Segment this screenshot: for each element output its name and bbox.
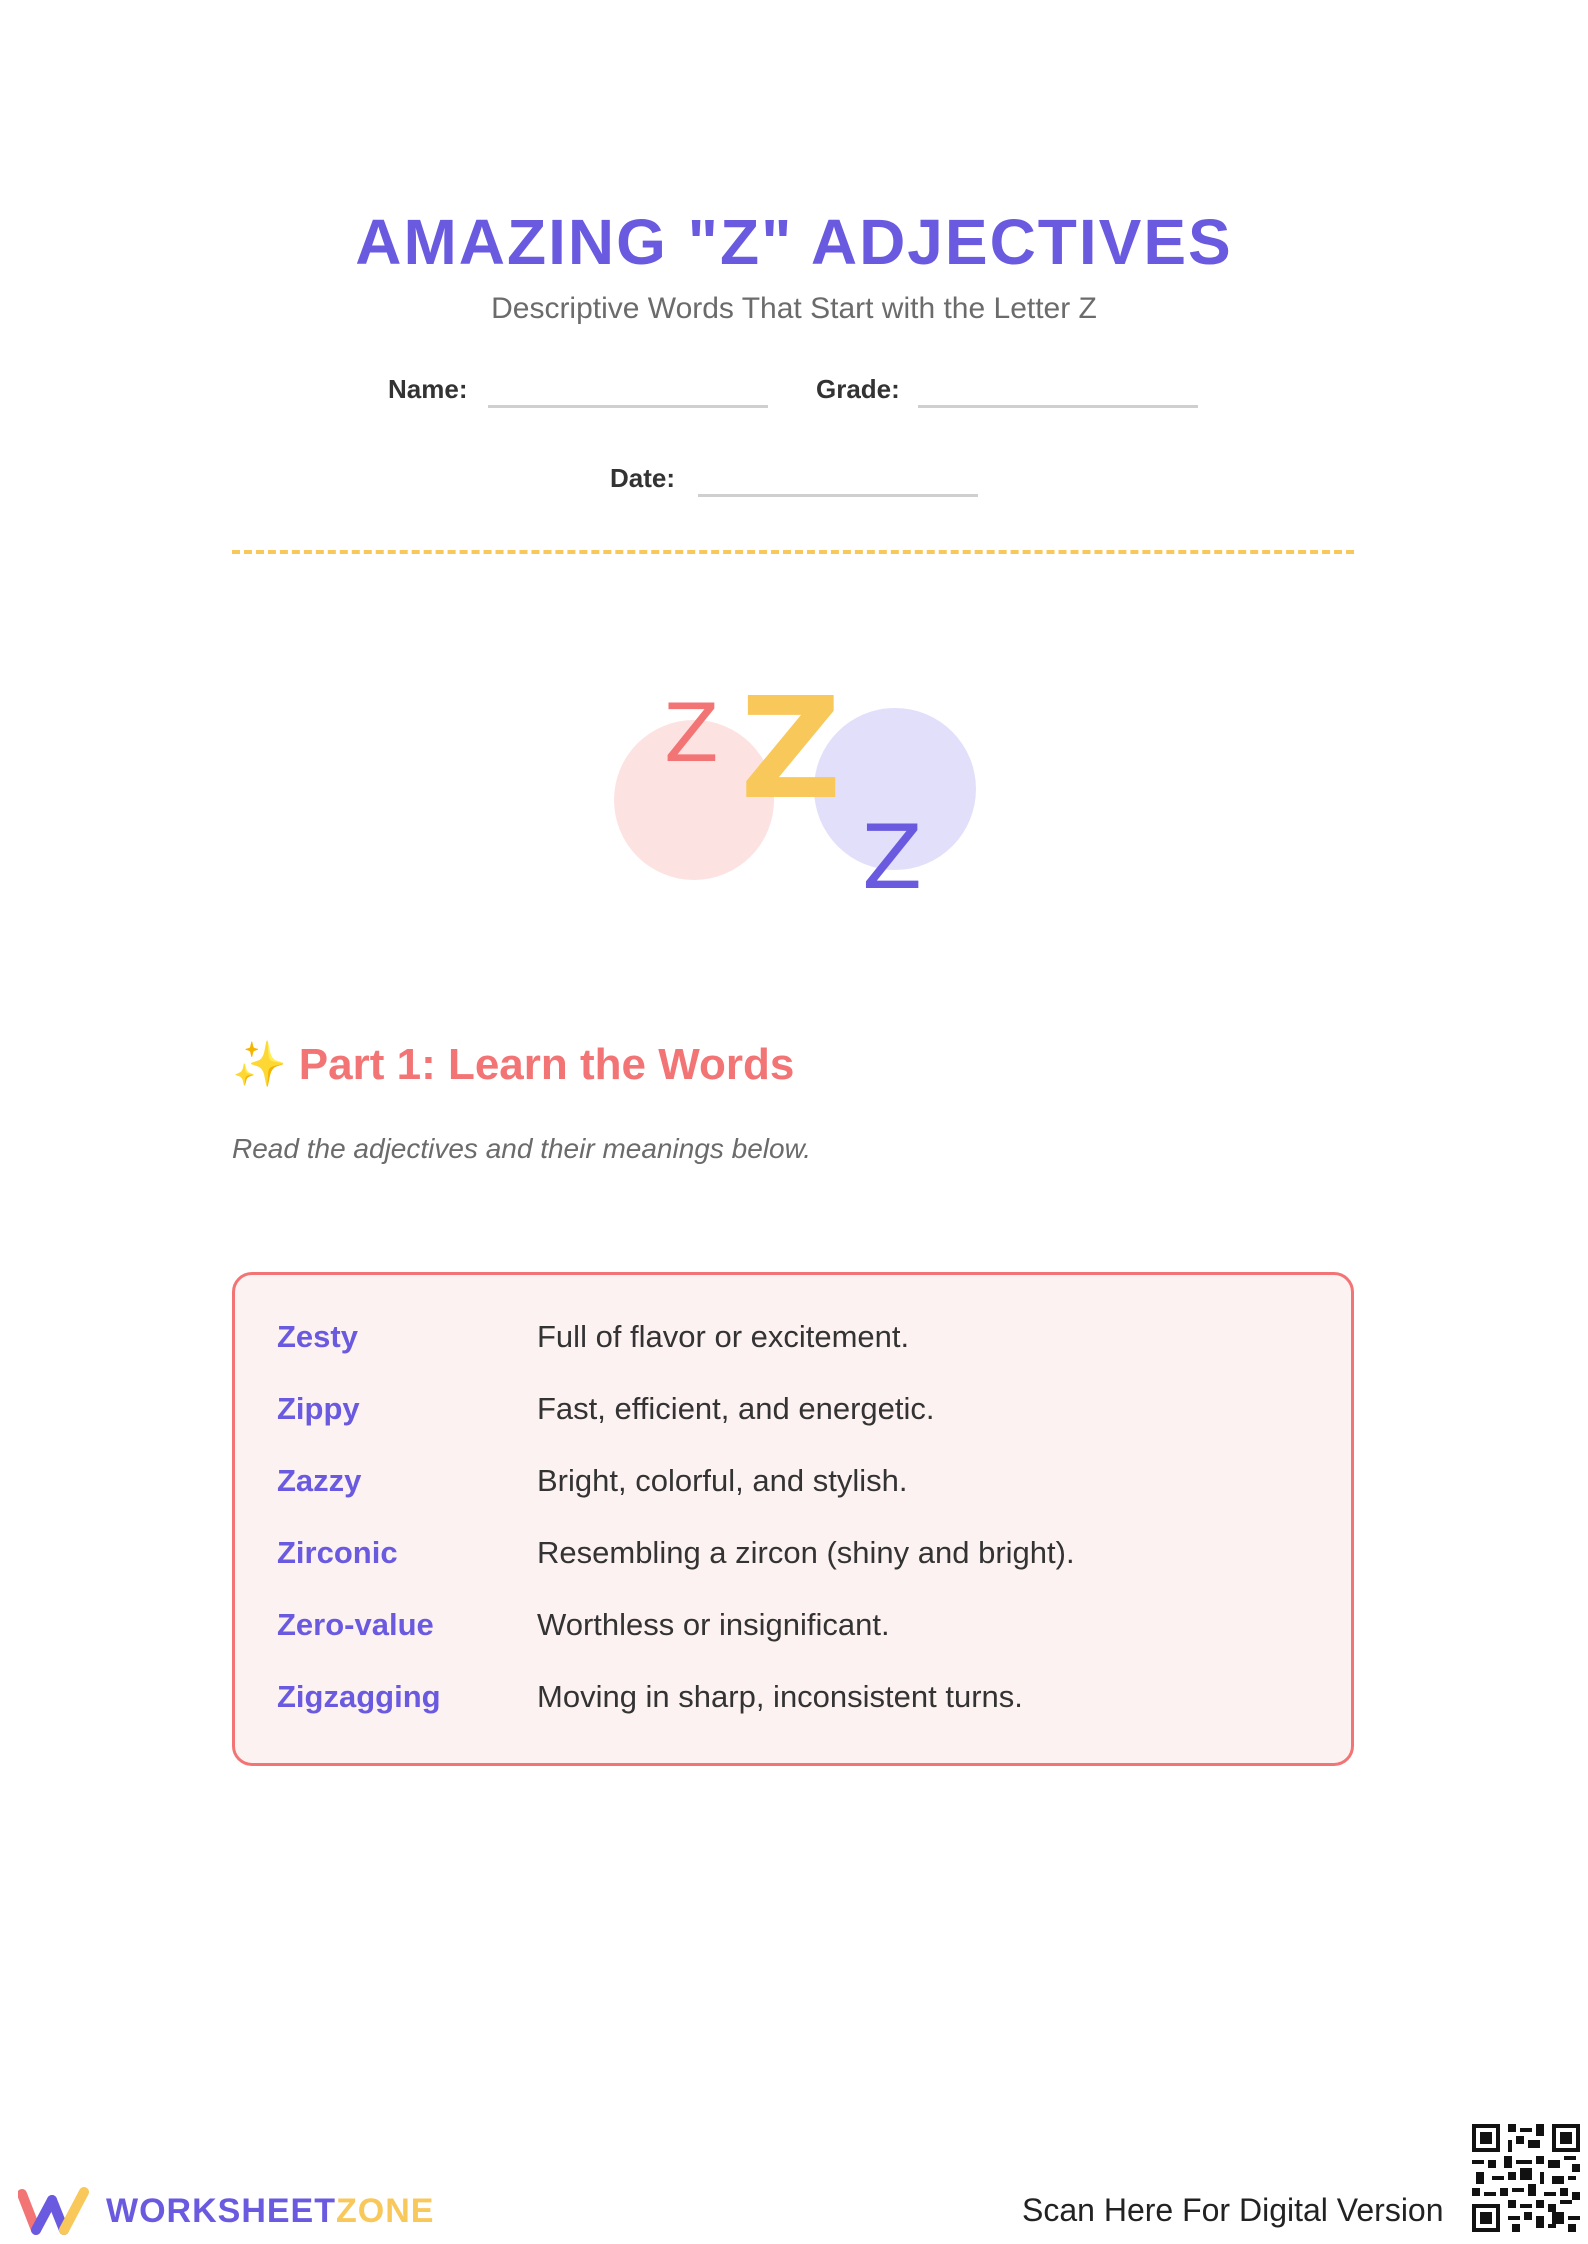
word: Zesty [277,1319,358,1354]
word-row [277,1319,1307,1369]
brand-name-part1: WORKSHEET [106,2192,336,2230]
word: Zippy [277,1391,360,1426]
word-row [277,1607,1307,1657]
brand-name [106,2192,434,2231]
word: Zazzy [277,1463,362,1498]
meaning: Bright, colorful, and stylish. [537,1463,908,1498]
dashed-divider [232,550,1354,554]
date-label: Date: [610,463,676,493]
letter-z-red: Z [664,687,719,780]
meaning: Full of flavor or excitement. [537,1319,910,1354]
meaning: Worthless or insignificant. [537,1607,890,1642]
zzz-illustration [600,668,1000,920]
meaning: Moving in sharp, inconsistent turns. [537,1679,1023,1714]
logo-mark-icon [18,2184,90,2240]
word: Zigzagging [277,1679,441,1714]
word-list-box [232,1272,1354,1766]
section-heading [232,1038,794,1090]
word: Zero-value [277,1607,434,1642]
name-label: Name: [388,374,468,404]
section-heading-text: Part 1: Learn the Words [298,1040,795,1089]
letter-z-purple: Z [862,806,923,909]
word-row [277,1535,1307,1585]
date-field[interactable] [698,494,978,497]
meaning: Fast, efficient, and energetic. [537,1391,935,1426]
instructions: Read the adjectives and their meanings below. [232,1133,812,1164]
grade-field[interactable] [918,405,1198,408]
page-subtitle: Descriptive Words That Start with the Letter Z [491,292,1097,325]
scan-text: Scan Here For Digital Version [1022,2192,1444,2228]
word-row [277,1679,1307,1729]
meaning: Resembling a zircon (shiny and bright). [537,1535,1075,1570]
word-row [277,1463,1307,1513]
letter-z-yellow: Z [740,668,842,831]
sparkles-icon: ✨ [232,1040,287,1089]
qr-code-icon[interactable] [1472,2124,1580,2232]
brand-name-part2: ZONE [336,2192,435,2230]
grade-label: Grade: [816,374,900,404]
word: Zirconic [277,1535,398,1570]
word-row [277,1391,1307,1441]
page-title: AMAZING "Z" ADJECTIVES [355,206,1233,278]
name-field[interactable] [488,405,768,408]
